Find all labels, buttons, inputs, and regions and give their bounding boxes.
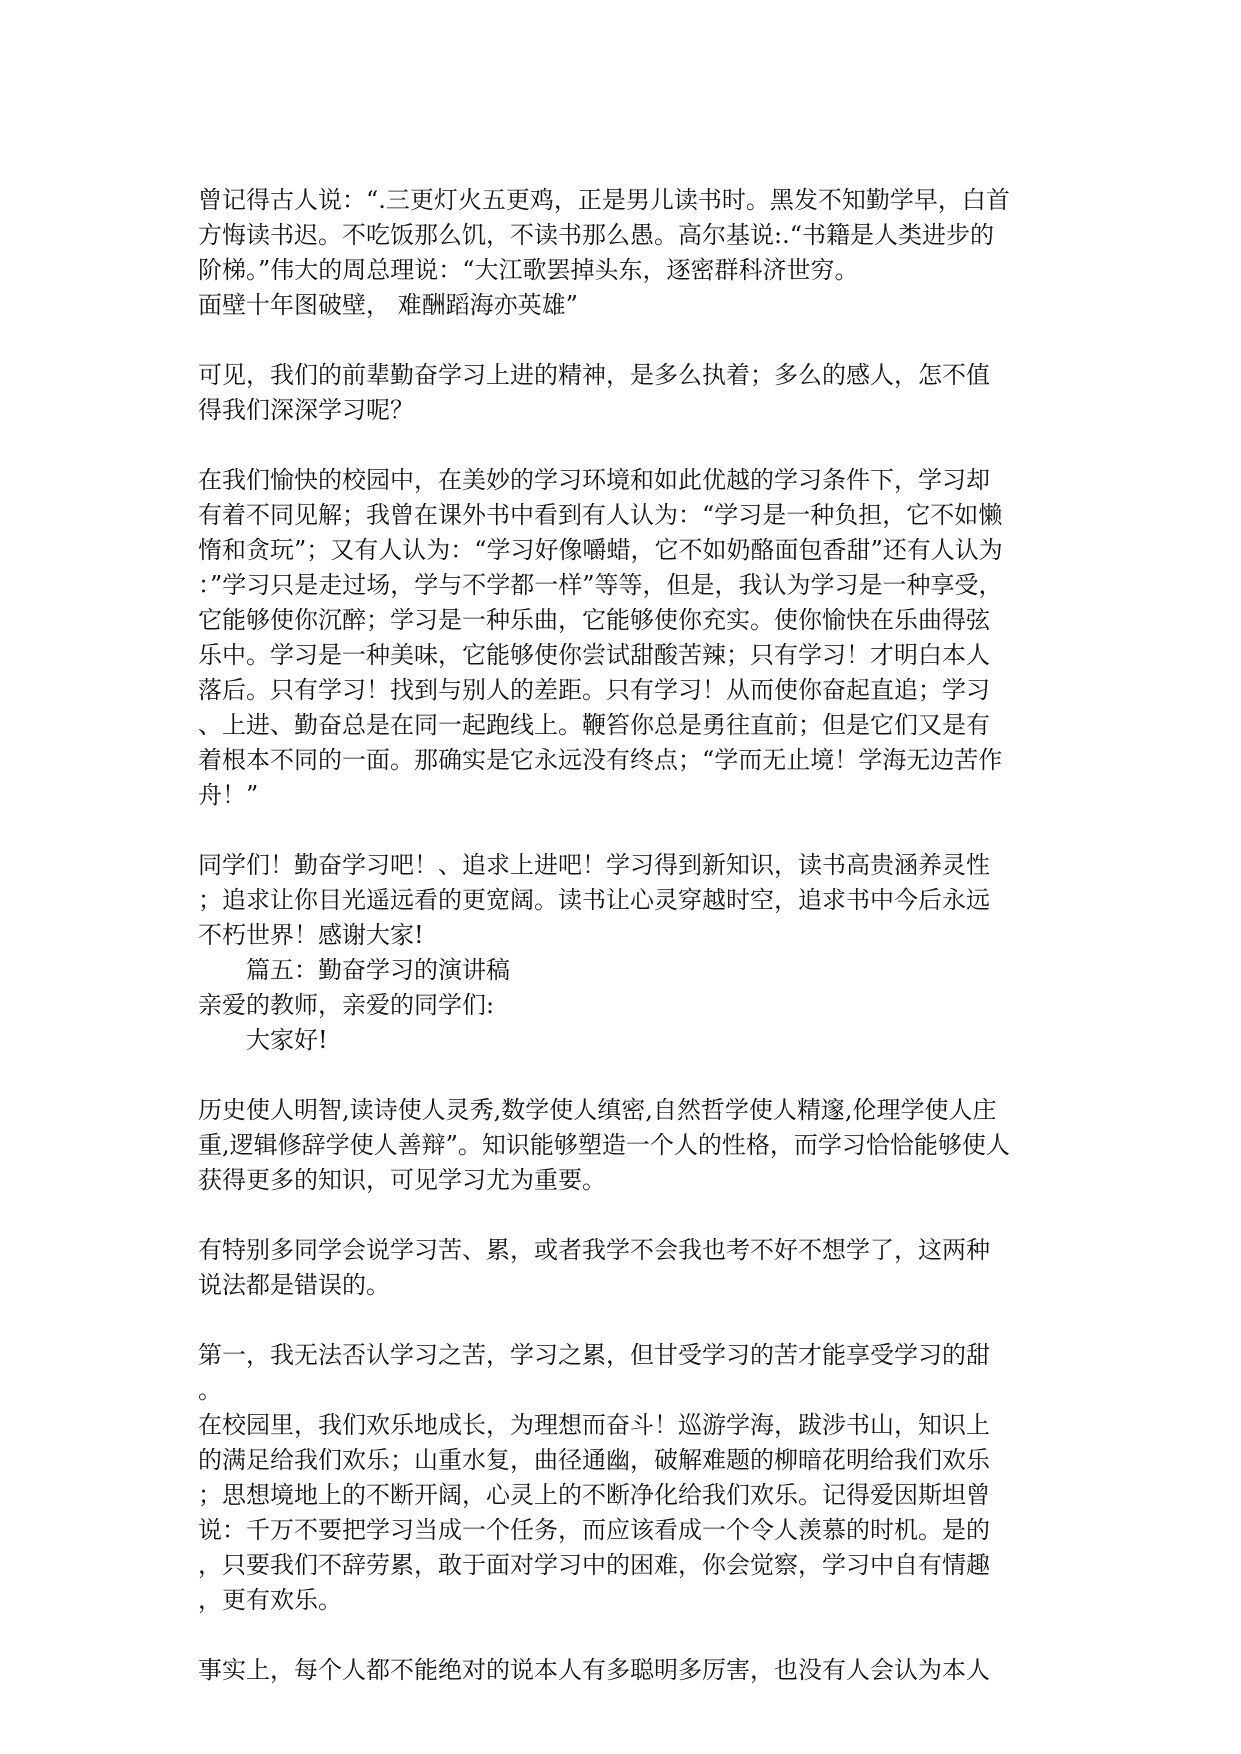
text-line: 舟！”	[198, 781, 259, 809]
text-line: 可见，我们的前辈勤奋学习上进的精神，是多么执着；多么的感人，怎不值	[198, 361, 990, 389]
text-line: 不朽世界！感谢大家!	[198, 921, 424, 949]
text-line: 的满足给我们欢乐；山重水复，曲径通幽，破解难题的柳暗花明给我们欢乐	[198, 1446, 990, 1474]
text-line: 重,逻辑修辞学使人善辩”。知识能够塑造一个人的性格，而学习恰恰能够使人	[198, 1131, 1010, 1159]
text-line: 乐中。学习是一种美味，它能够使你尝试甜酸苦辣；只有学习！才明白本人	[198, 641, 990, 669]
text-line: ，更有欢乐。	[198, 1586, 342, 1614]
paragraph-gap	[198, 1303, 1043, 1338]
text-line: ，只要我们不辞劳累，敢于面对学习中的困难，你会觉察，学习中自有情趣	[198, 1551, 990, 1579]
text-line: 曾记得古人说：“.三更灯火五更鸡，正是男儿读书时。黑发不知勤学早，白首	[198, 186, 1010, 214]
paragraph-5	[198, 1093, 1043, 1198]
text-line: 面壁十年图破壁， 难酬蹈海亦英雄”	[198, 291, 578, 319]
text-line: 。	[198, 1376, 222, 1404]
paragraph-gap	[198, 1198, 1043, 1233]
text-line: 落后。只有学习！找到与别人的差距。只有学习！从而使你奋起直追；学习	[198, 676, 990, 704]
text-line: 得我们深深学习呢？	[198, 396, 414, 424]
paragraph-7	[198, 1338, 1043, 1618]
text-line: 、上进、勤奋总是在同一起跑线上。鞭笞你总是勇往直前；但是它们又是有	[198, 711, 990, 739]
paragraph-gap	[198, 1618, 1043, 1653]
text-line: 说法都是错误的。	[198, 1271, 390, 1299]
text-line: 它能够使你沉醉；学习是一种乐曲，它能够使你充实。使你愉快在乐曲得弦	[198, 606, 990, 634]
paragraph-2	[198, 358, 1043, 428]
text-line: ；追求让你目光遥远看的更宽阔。读书让心灵穿越时空，追求书中今后永远	[198, 886, 990, 914]
text-line: 获得更多的知识，可见学习尤为重要。	[198, 1166, 606, 1194]
text-line: 同学们！勤奋学习吧！、追求上进吧！学习得到新知识，读书高贵涵养灵性	[198, 851, 990, 879]
text-line: 在我们愉快的校园中，在美妙的学习环境和如此优越的学习条件下，学习却	[198, 466, 990, 494]
paragraph-gap	[198, 323, 1043, 358]
text-line: 有特别多同学会说学习苦、累，或者我学不会我也考不好不想学了，这两种	[198, 1236, 990, 1264]
text-line: ；思想境地上的不断开阔，心灵上的不断净化给我们欢乐。记得爱因斯坦曾	[198, 1481, 990, 1509]
text-line: 惰和贪玩”；又有人认为：“学习好像嚼蜡，它不如奶酪面包香甜”还有人认为	[198, 536, 1003, 564]
section-heading: 篇五：勤奋学习的演讲稿	[246, 956, 510, 984]
paragraph-3	[198, 463, 1043, 813]
text-line: 事实上，每个人都不能绝对的说本人有多聪明多厉害，也没有人会认为本人	[198, 1656, 990, 1684]
text-line: 阶梯。”伟大的周总理说：“大江歌罢掉头东，逐密群科济世穷。	[198, 256, 859, 284]
paragraph-gap	[198, 1058, 1043, 1093]
paragraph-gap	[198, 428, 1043, 463]
text-line: 在校园里，我们欢乐地成长，为理想而奋斗！巡游学海，跋涉书山，知识上	[198, 1411, 990, 1439]
text-line: 着根本不同的一面。那确实是它永远没有终点；“学而无止境！学海无边苦作	[198, 746, 1003, 774]
text-line: 说：千万不要把学习当成一个任务，而应该看成一个令人羡慕的时机。是的	[198, 1516, 990, 1544]
salutation: 亲爱的教师，亲爱的同学们:	[198, 991, 495, 1019]
paragraph-4	[198, 848, 1043, 953]
paragraph-gap	[198, 813, 1043, 848]
text-line: ：”学习只是走过场，学与不学都一样”等等，但是，我认为学习是一种享受，	[198, 571, 1003, 599]
text-line: 方悔读书迟。不吃饭那么饥，不读书那么愚。高尔基说:.“书籍是人类进步的	[198, 221, 994, 249]
text-line: 有着不同见解；我曾在课外书中看到有人认为：“学习是一种负担，它不如懒	[198, 501, 1003, 529]
paragraph-1	[198, 183, 1043, 323]
greeting: 大家好!	[246, 1026, 328, 1054]
paragraph-6	[198, 1233, 1043, 1303]
text-line: 历史使人明智,读诗使人灵秀,数学使人缜密,自然哲学使人精邃,伦理学使人庄	[198, 1096, 997, 1124]
text-line: 第一，我无法否认学习之苦，学习之累，但甘受学习的苦才能享受学习的甜	[198, 1341, 990, 1369]
document-body	[198, 183, 1043, 1688]
paragraph-8	[198, 1653, 1043, 1688]
